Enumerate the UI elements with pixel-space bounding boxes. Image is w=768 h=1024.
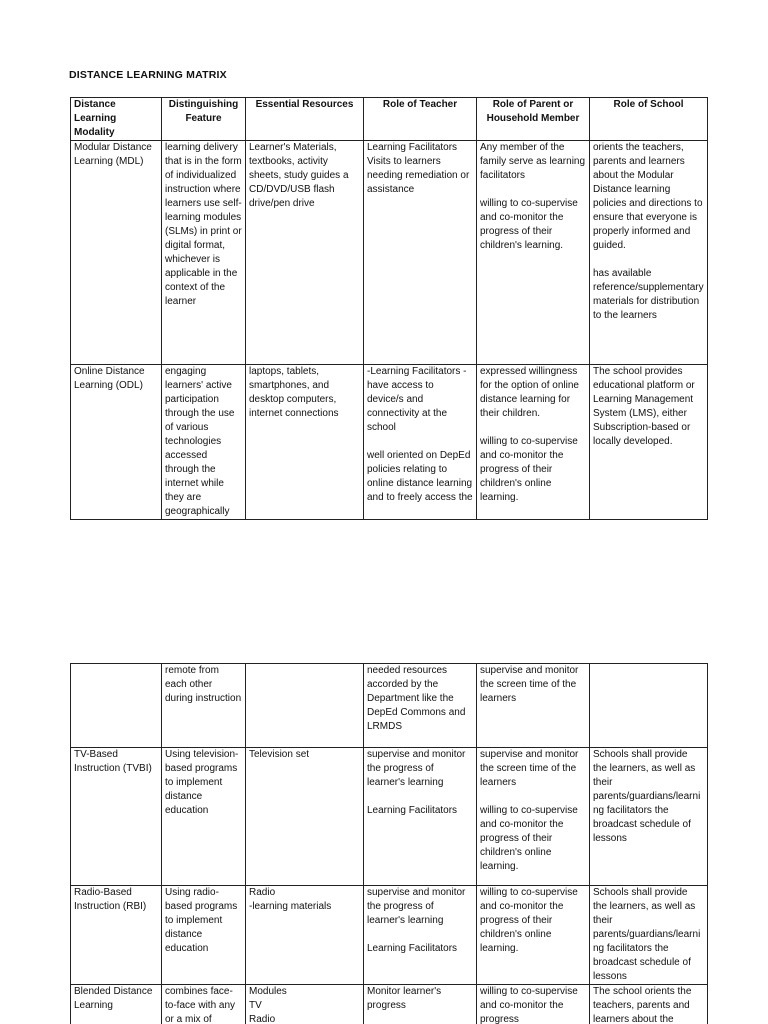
cell-teacher-paragraph: supervise and monitor the progress of learner's learning (367, 749, 466, 788)
cell-parent-paragraph: supervise and monitor the screen time of the learners (480, 749, 579, 788)
cell-school-paragraph: orients the teachers, parents and learners about the Modular Distance learning policies and directions to ensure that everyone is properly informed and guided. (593, 142, 703, 251)
cell-school-paragraph: Schools shall provide the learners, as well as their parents/guardians/learning facilitators the broadcast schedule of lessons (593, 749, 701, 844)
cell-teacher-paragraph: supervise and monitor the progress of learner's learning (367, 887, 466, 926)
table-row (71, 141, 708, 365)
header-row (71, 98, 708, 141)
header-modality: Distance Learning Modality (71, 98, 162, 141)
cell-parent (477, 748, 590, 886)
cell-teacher-paragraph: Learning Facilitators (367, 805, 458, 816)
cell-teacher (364, 664, 477, 748)
cell-parent (477, 886, 590, 985)
cell-parent (477, 141, 590, 365)
cell-school (590, 886, 708, 985)
cell-teacher (364, 886, 477, 985)
table-row (71, 365, 708, 520)
cell-school-paragraph: Schools shall provide the learners, as well as their parents/guardians/learning facilitators the broadcast schedule of lessons (593, 887, 701, 982)
distance-learning-matrix-table-continued (70, 663, 708, 1024)
cell-parent (477, 985, 590, 1024)
cell-modality (71, 664, 162, 748)
cell-modality: Radio-Based Instruction (RBI) (71, 886, 162, 985)
cell-school-paragraph: has available reference/supplementary materials for distribution to the learners (593, 268, 704, 321)
cell-parent-paragraph: supervise and monitor the screen time of the learners (480, 665, 579, 704)
distance-learning-matrix-table (70, 97, 708, 520)
cell-feature: learning delivery that is in the form of individualized instruction where learners use self-learning modules (SLMs) in print or digital format, whichever is applicable in the context of the learner (162, 141, 246, 365)
cell-parent-paragraph: willing to co-supervise and co-monitor the progress of their children's online learning. (480, 887, 578, 954)
cell-resources: Television set (246, 748, 364, 886)
cell-resources (246, 664, 364, 748)
cell-teacher-paragraph: Learning Facilitators (367, 943, 458, 954)
cell-teacher (364, 985, 477, 1024)
cell-teacher-paragraph: needed resources accorded by the Department like the DepEd Commons and LRMDS (367, 665, 466, 732)
cell-teacher-paragraph: Learning Facilitators Visits to learners needing remediation or assistance (367, 142, 470, 195)
cell-feature: remote from each other during instruction (162, 664, 246, 748)
table-row (71, 886, 708, 985)
cell-teacher-paragraph: well oriented on DepEd policies relating to online distance learning and to freely access the (367, 450, 473, 503)
header-resources: Essential Resources (246, 98, 364, 141)
cell-school (590, 365, 708, 520)
cell-school (590, 141, 708, 365)
cell-feature: engaging learners' active participation through the use of various technologies accessed through the internet while they are geographically (162, 365, 246, 520)
cell-teacher (364, 748, 477, 886)
cell-teacher-paragraph: Monitor learner's progress (367, 986, 442, 1011)
header-teacher: Role of Teacher (364, 98, 477, 141)
cell-modality: Blended Distance Learning (71, 985, 162, 1024)
cell-parent-paragraph: willing to co-supervise and co-monitor the progress of their children's online learning. (480, 805, 578, 872)
cell-modality: TV-Based Instruction (TVBI) (71, 748, 162, 886)
cell-school (590, 748, 708, 886)
cell-parent-paragraph: expressed willingness for the option of online distance learning for their children. (480, 366, 579, 419)
cell-teacher-paragraph: -Learning Facilitators -have access to device/s and connectivity at the school (367, 366, 467, 433)
cell-school-paragraph: The school orients the teachers, parents and learners about the (593, 986, 692, 1024)
cell-parent-paragraph: willing to co-supervise and co-monitor the progress (480, 986, 578, 1024)
table-row (71, 664, 708, 748)
table-row (71, 748, 708, 886)
cell-feature: Using television-based programs to implement distance education (162, 748, 246, 886)
cell-teacher (364, 365, 477, 520)
cell-school-paragraph: The school provides educational platform or Learning Management System (LMS), either Subscription-based or locally developed. (593, 366, 695, 447)
cell-parent-paragraph: Any member of the family serve as learning facilitators (480, 142, 586, 181)
cell-parent (477, 664, 590, 748)
cell-resources: laptops, tablets, smartphones, and desktop computers, internet connections (246, 365, 364, 520)
cell-parent-paragraph: willing to co-supervise and co-monitor the progress of their children's learning. (480, 198, 578, 251)
cell-resources: Radio -learning materials (246, 886, 364, 985)
cell-modality: Online Distance Learning (ODL) (71, 365, 162, 520)
cell-teacher (364, 141, 477, 365)
cell-feature: Using radio-based programs to implement distance education (162, 886, 246, 985)
header-feature: Distinguishing Feature (162, 98, 246, 141)
document-title: DISTANCE LEARNING MATRIX (69, 69, 227, 81)
cell-modality: Modular Distance Learning (MDL) (71, 141, 162, 365)
cell-parent (477, 365, 590, 520)
header-school: Role of School (590, 98, 708, 141)
table-row (71, 985, 708, 1024)
cell-school (590, 664, 708, 748)
cell-resources: Learner's Materials, textbooks, activity sheets, study guides a CD/DVD/USB flash drive/pen drive (246, 141, 364, 365)
cell-parent-paragraph: willing to co-supervise and co-monitor the progress of their children's online learning. (480, 436, 578, 503)
cell-feature: combines face-to-face with any or a mix of (162, 985, 246, 1024)
cell-resources: Modules TV Radio (246, 985, 364, 1024)
header-parent: Role of Parent or Household Member (477, 98, 590, 141)
cell-school (590, 985, 708, 1024)
